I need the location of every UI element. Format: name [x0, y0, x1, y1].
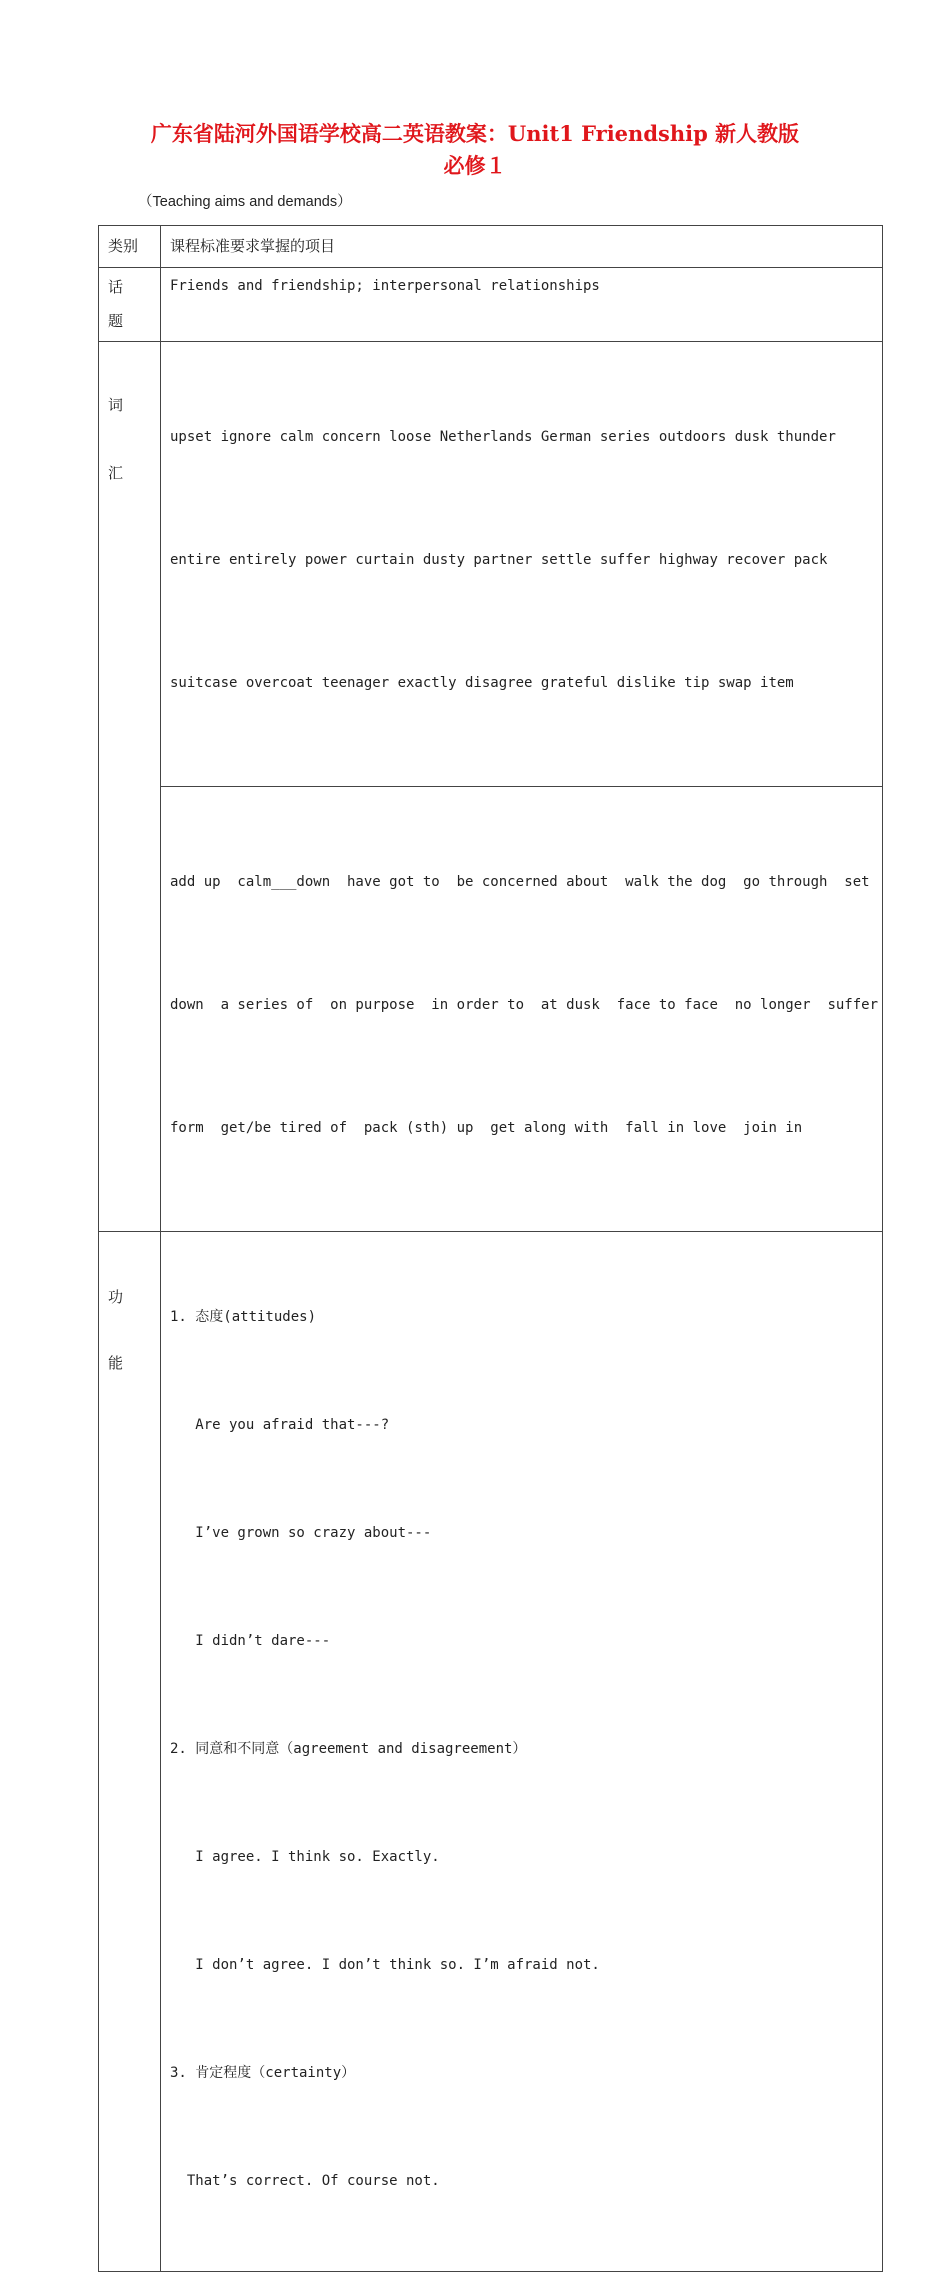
topic-row — [99, 268, 883, 342]
function-line-5: 2. 同意和不同意（agreement and disagreement） — [170, 1741, 527, 1757]
function-line-4: I didn’t dare--- — [170, 1633, 331, 1649]
vocab-label-cell — [99, 342, 161, 1232]
vocab-words-row — [99, 342, 883, 787]
function-line-2: Are you afraid that---? — [170, 1417, 390, 1433]
vocab-label-char-1: 词 — [108, 396, 124, 414]
vocab-phrases-cell — [161, 787, 883, 1232]
requirements-table — [98, 225, 883, 2272]
header-category-label: 类别 — [108, 237, 139, 255]
vocab-words-line-1: upset ignore calm concern loose Netherlands German series outdoors dusk thunder — [170, 429, 836, 445]
function-line-8: 3. 肯定程度（certainty） — [170, 2065, 356, 2081]
vocab-words-line-2: entire entirely power curtain dusty partner settle suffer highway recover pack — [170, 552, 828, 568]
topic-content-cell — [161, 268, 883, 342]
vocab-phrases-line-1: add up calm___down have got to be concerned about walk the dog go through set — [170, 874, 870, 890]
section-subtitle: （Teaching aims and demands） — [138, 194, 352, 210]
header-content-label: 课程标准要求掌握的项目 — [170, 237, 336, 255]
header-content-cell — [161, 226, 883, 268]
function-label-char-1: 功 — [108, 1288, 124, 1306]
title-line-2: 必修１ — [443, 153, 507, 178]
vocab-phrases-row — [99, 787, 883, 1232]
topic-label-cell — [99, 268, 161, 342]
function-line-3: I’ve grown so crazy about--- — [170, 1525, 432, 1541]
function-label-char-2: 能 — [108, 1354, 124, 1372]
table-header-row — [99, 226, 883, 268]
vocab-label-char-2: 汇 — [108, 464, 124, 482]
function-row — [99, 1232, 883, 2272]
vocab-words-line-3: suitcase overcoat teenager exactly disagree grateful dislike tip swap item — [170, 675, 794, 691]
topic-label-char-2: 题 — [108, 312, 124, 330]
function-line-9: That’s correct. Of course not. — [170, 2173, 440, 2189]
topic-content: Friends and friendship; interpersonal relationships — [170, 278, 600, 294]
function-line-6: I agree. I think so. Exactly. — [170, 1849, 440, 1865]
topic-label-char-1: 话 — [108, 278, 124, 296]
function-line-1: 1. 态度(attitudes) — [170, 1309, 317, 1325]
header-category-cell — [99, 226, 161, 268]
function-line-7: I don’t agree. I don’t think so. I’m afraid not. — [170, 1957, 600, 1973]
vocab-phrases-line-2: down a series of on purpose in order to at dusk face to face no longer suffer — [170, 997, 879, 1013]
vocab-phrases-line-3: form get/be tired of pack (sth) up get along with fall in love join in — [170, 1120, 803, 1136]
function-label-cell — [99, 1232, 161, 2272]
title-line-1: 广东省陆河外国语学校高二英语教案：Unit1 Friendship 新人教版 — [150, 121, 800, 146]
document-title — [60, 118, 890, 182]
vocab-words-cell — [161, 342, 883, 787]
function-content-cell — [161, 1232, 883, 2272]
